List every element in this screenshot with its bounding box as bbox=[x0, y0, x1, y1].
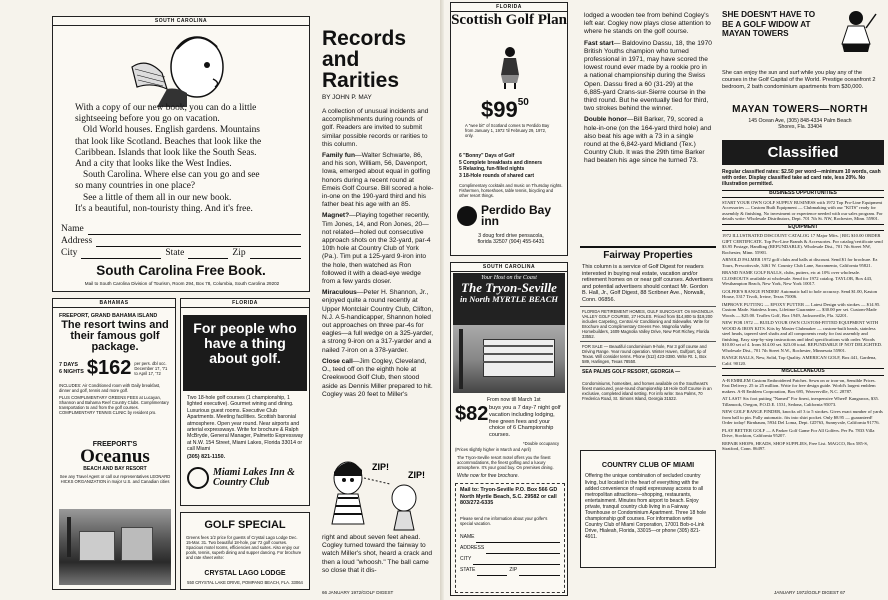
golf-special-ad bbox=[180, 512, 310, 590]
brand-subtitle: BEACH AND BAY RESORT bbox=[83, 466, 147, 472]
classified-listing: AT LAST! Six foot putting "Named" For finest, inexpensive Wheel! Kangaroos, $35. Tillamook, Oregon, P.O.D.E. 1531, Sedona, California 95073. bbox=[722, 396, 879, 407]
coupon-state-label: STATE bbox=[460, 567, 476, 573]
address-field-line[interactable] bbox=[96, 235, 301, 247]
includes-text: INCLUDES: Air Conditioned room with Daily breakfast, dinner and golf, tennis and more golf. bbox=[59, 383, 161, 393]
ad-title: GOLF SPECIAL bbox=[204, 519, 286, 531]
ad-title: Scottish Golf Plan bbox=[451, 12, 567, 28]
fairway-properties-section bbox=[580, 246, 716, 442]
brand-logo: Oceanus bbox=[80, 446, 150, 467]
page-footer: 66 JANUARY 1972/GOLF DIGEST bbox=[322, 590, 394, 595]
form-city-label: City bbox=[61, 248, 78, 258]
section-header: BAHAMAS bbox=[53, 299, 175, 308]
classified-listing: GOLFER'S RANGE FINDER! Automatic ball to hole accuracy. Send $1.00, Kaston House, 5317 Tivoli, Irvine, Texas 75006. bbox=[722, 288, 878, 299]
byline: BY JOHN P. MAY bbox=[322, 94, 372, 101]
listing: Condominiums, homesites, and homes available on the Southeast's finest manicured, year-round championship 18 Hole Golf Course in an exclusive, completed island setting. For info write: Sea Palms, 70 Frederica Road, St. Simons Island, Georgia 31522. bbox=[582, 380, 712, 401]
coupon-name-field[interactable] bbox=[476, 532, 560, 543]
nights-label: 6 NIGHTS bbox=[59, 368, 84, 375]
title-panel bbox=[453, 273, 565, 325]
coupon-address-field[interactable] bbox=[486, 543, 560, 554]
ad-body-line: South Carolina. Where else can you go and see bbox=[83, 170, 260, 181]
title-line: Records bbox=[322, 27, 407, 50]
perdido-bay-logo-icon bbox=[457, 206, 477, 226]
left-page bbox=[0, 0, 440, 600]
paragraph-head: Close call bbox=[322, 357, 353, 365]
article-paragraph: right and about seven feet ahead. Cogley turned toward the fairway to watch Miller's shot, heard a crack and then a loud "whoosh." The ball came so close that it dis- bbox=[322, 534, 433, 574]
package-item: 5 Complete breakfasts and dinners bbox=[459, 159, 543, 166]
paragraph-head: Fast start bbox=[584, 39, 614, 47]
ad-body-line: See a little of them all in our new book. bbox=[83, 192, 232, 203]
coupon-state-field[interactable] bbox=[477, 565, 507, 576]
name-field-line[interactable] bbox=[88, 223, 301, 235]
ad-body-line: that look like Scotland. Beaches that look like the bbox=[75, 136, 262, 147]
listing-title: SEA PALMS GOLF RESORT, GEORGIA — bbox=[582, 368, 681, 375]
right-page bbox=[444, 0, 888, 600]
note: Complimentary cocktails and music on Thursday nights. Fishermen, horseshoes, table tennis, bicycling and other resort things. bbox=[459, 183, 563, 198]
article-paragraph: Family fun—Walter Schwarte, 86, and his son, William, 56, Davenport, Iowa, emerged about equal in golfing honors during a recent round at Emeis Golf Course. Bill scored a hole-in-one on the 190-yard third and his father beat his age with an 85. bbox=[322, 152, 434, 209]
paragraph-head: Magnet? bbox=[322, 212, 350, 220]
section-header: SOUTH CAROLINA bbox=[53, 17, 309, 26]
lodge-address: 550 CRYSTAL LAKE DRIVE, POMPANO BEACH, FLA. 33064 bbox=[187, 580, 303, 585]
golfer-cartoon-illustration bbox=[318, 448, 436, 532]
ad-body: The Tryon-Seville resort motel offers you the finest accommodations, the finest golfing and a luxury atmosphere. It's your good buy. On premises dining. bbox=[457, 455, 554, 470]
ad-body-line: Caribbean. Islands that look like the South Seas. bbox=[75, 147, 257, 158]
brand: Perdido Bay inn bbox=[481, 203, 552, 228]
write-now: Write now for free brochure. bbox=[457, 473, 519, 479]
article-paragraph: Double honor—Bill Barker, 79, scored a hole-in-one (on the 164-yard third hole) and also beat his age with a 73 in a single round at the 6,842-yard Midland (Tex.) Country Club. It was the 29th time Barker had beaten his age since he turned 73. bbox=[584, 116, 712, 165]
hotel-photo bbox=[453, 325, 565, 393]
category-header: EQUIPMENT bbox=[722, 224, 884, 232]
section-header: FLORIDA bbox=[181, 299, 309, 308]
listing: FOR SALE — Beautiful condominium 9-hole, Par 3 golf course and Driving Range. Year round operation. Winter Haven, Gulfport, tip of Texas. Will consider terms. Phone (512) 423-3380. Write Rt. 1, Box 589, Harlingen, Texas 78550. bbox=[582, 343, 707, 364]
tryon-seville-ad bbox=[450, 262, 568, 596]
mail-to: Mail to: Tryon-Seville P.O. Box 566 GD North Myrtle Beach, S.C. 29582 or call 803/272-6335 bbox=[460, 487, 558, 507]
ad-body-line: With a copy of our new book, you can do a little bbox=[75, 103, 257, 113]
ad-body-line: Old World houses. English gardens. Mountains bbox=[83, 125, 260, 136]
location-line: FREEPORT, GRAND BAHAMA ISLAND bbox=[59, 313, 158, 319]
classified-listing: A-B EMBLEM Custom Embroidered Patches. Sewn on or iron-on, Sensible Prices. Fast Delivery. 25 to 25 million. Write for free design guide. World's largest emblem makers. A-B Emblem Corporation, Box 695, Weaverville, N.C. 28787. bbox=[722, 377, 876, 394]
headline-panel bbox=[183, 315, 307, 391]
south-carolina-ad bbox=[52, 16, 310, 292]
classified-listing: IMPROVE PUTTING — EPOXY PUTTER — Latest Design with strokes — $14.95. Custom Made. Stainless Irons, Lifetime Guarantee — $30.00 per set. Custom-Made Woods — $25.00. Truflex Golf, Box 1949, Jacksonville, Fla. 32201. bbox=[722, 301, 881, 318]
cartoon-sound-effect: ZIP! bbox=[408, 470, 425, 480]
ad-body: Greens fees 1/2 price for guests of Crystal Lago Lodge Dec. 15-Mar. 31. Two beautiful 18-hole, par 72 golf courses. Spacious motel rooms, efficiencies and suites. Also enjoy our pools, tennis, superb dining and supper dancing. For brochure and rate sheet write: bbox=[186, 535, 302, 560]
classified-listing: START YOUR OWN GOLF SUPPLY BUSINESS with 1972 Top Pro-Line Equipment Accessories — Custom Built Equipment — Clubmaking with our "KITS" ready for assembly & finishing. No investment or experience needed with our sales program. For details write: Wholesale Distributors, Dept. 701 7th St. NW, Rochester, Minn. 55901. bbox=[722, 199, 883, 221]
page-footer: JANUARY 1972/GOLF DIGEST 67 bbox=[774, 590, 846, 595]
section-header: FLORIDA bbox=[451, 3, 567, 12]
article-paragraph: Magnet?—Playing together recently, Tim Jones, 14, and Ron Jones, 20—not related—holed out consecutive approach shots on the 32-yard, par-4 10th hole at Country Club of York (Pa.). Tim put a 125-yard 9-iron into the hole, then watched as Ron followed it with a dead-eye wedge from a few yards closer. bbox=[322, 212, 431, 286]
coupon bbox=[455, 483, 565, 593]
ad-body-line: sightseeing before you go on vacation. bbox=[75, 114, 220, 125]
ad-headline: SHE DOESN'T HAVE TO BE A GOLF WIDOW AT MAYAN TOWERS bbox=[722, 10, 816, 39]
classified-listing: NEW GOLF RANGE FINDER, knocks off 3 to 5 strokes. Gives exact number of yards from ball to pin. Fully automatic. fits into shirt pocket. Only $8.95 — guaranteed! Order today! Birnbaum, 5934 Del Loma, Dept. GD763, Sunnyvale, California 91776. bbox=[722, 409, 883, 425]
bahamas-ad bbox=[52, 298, 176, 590]
coupon-city-field[interactable] bbox=[473, 554, 560, 565]
ad-title: COUNTRY CLUB OF MIAMI bbox=[601, 460, 695, 469]
brand-logo: MAYAN TOWERS—NORTH bbox=[732, 104, 868, 115]
phone: (305) 821-1150. bbox=[187, 454, 226, 460]
price-cents: 50 bbox=[517, 97, 529, 108]
rates-text: Regular classified rates: $2.50 per word—minimum 10 words, cash with order. Display classified take ad card rate, less 20%. No illustration permitted. bbox=[722, 169, 881, 187]
ad-body-line: It's a beautiful, non-touristy thing. And it's free. bbox=[75, 203, 253, 214]
category-header: MISCELLANEOUS bbox=[722, 368, 884, 376]
price-text: buys you a 7 day-7 night golf vacation including lodging, free green fees and your choice of 6 Championship courses. bbox=[489, 405, 561, 439]
classified-listing: RANGE BALLS, New, Solid, Top Quality. AMERICAN GOLF, Box 441, Gardena, Calif. 90120. bbox=[722, 355, 877, 366]
price-note: per pers. dbl occ. December 17, '71 to April 17, '72 bbox=[134, 361, 168, 376]
resort-photo bbox=[59, 509, 171, 585]
section-title: Fairway Properties bbox=[603, 250, 693, 261]
from-text: From now till March 1st bbox=[487, 397, 541, 403]
mail-to-address: Mail to South Carolina Division of Tourism, Room 294, Box 78, Columbia, South Carolina 29202 bbox=[84, 281, 280, 286]
occupancy-note: *Double occupancy bbox=[523, 441, 560, 446]
florida-miami-lakes-ad bbox=[180, 298, 310, 506]
form-zip-label: Zip bbox=[232, 248, 246, 258]
price: $82 bbox=[455, 403, 489, 425]
mayan-towers-ad bbox=[722, 8, 882, 136]
classified-listing: BRAND NAME GOLF BALLS, clubs, putters, etc at 10% over wholesale. CLOSEOUTS available at wholesale. Send for 1972 catalog. TAYLOR, Box 443, Westhampton Beach, New York, New York 10017. bbox=[722, 270, 873, 286]
classified-listing: REPAIR SHOPS, HEADS, SHOP SUPPLIES, Free List. MAGCO, Box 585-S, Stratford, Conn. 06497. bbox=[722, 440, 869, 451]
agent-text: See any Travel Agent or call our representatives LEONARD HICKS ORGANIZATION in major U.S. and Canadian cities bbox=[59, 474, 171, 484]
coupon-zip-label: ZIP bbox=[509, 567, 518, 573]
woman-golfer-illustration bbox=[830, 8, 878, 54]
section-header: SOUTH CAROLINA bbox=[451, 263, 567, 272]
price-note: A "wee bit" of Scotland comes to Perdido Bay from January 1, 1972 'til February 29, 1972, only. bbox=[465, 123, 550, 138]
form-name-label: Name bbox=[61, 224, 84, 234]
form-address-label: Address bbox=[61, 236, 93, 246]
paragraph-head: Family fun bbox=[322, 152, 355, 160]
city-field-line[interactable] bbox=[81, 247, 161, 259]
form-state-label: State bbox=[165, 248, 185, 258]
ad-subtitle: in North MYRTLE BEACH bbox=[459, 294, 558, 304]
ad-title: The Tryon-Seville bbox=[461, 280, 557, 295]
article-paragraph: Close call—Jim Cogley, Cleveland, O., teed off on the eighth hole at Creekwood Golf Club, then stood aside as Dennis Miller prepared to hit. Cogley was 20 feet to Miller's bbox=[322, 357, 433, 398]
intro-paragraph: A collection of unusual incidents and accomplishments during rounds of golf. Readers are invited to submit similar possible records or rarities to this column. bbox=[322, 108, 429, 148]
state-field-line[interactable] bbox=[188, 247, 228, 259]
ad-body: Offering the unique combination of secluded country living, but located in the heart of everything with the added convenience of rapid expressway access to all metropolitan attractions—shopping, restaurants, entertainment. Minutes from airport to beach. Enjoy private, tranquil country club living in a Fairway Townhouse or Condominium Apartment. Three 18 hole championship golf courses. For information write Country Club of Miami Corporation, 17001 Bob-o-Link Drive, Hialeah, Florida, 33015—or phone (305) 821-4911. bbox=[585, 473, 707, 541]
brand-prefix: FREEPORT'S bbox=[92, 441, 138, 448]
paragraph-head: Miraculous bbox=[322, 289, 357, 297]
zip-field-line[interactable] bbox=[250, 247, 301, 259]
classified-listing: NEW FOR 1972 — BUILD YOUR OWN CUSTOM-FITTED EQUIPMENT WITH WOOD & IRON KITS. Kits by Master Clubmaker — custom-built heads, stainless steel heads, tapered steel shafts and all components ready for fast assembly and finishing. Easy step-by-step instructions and ideal specifications with order. Woods $10.00 set of 4. Irons $14.00 set. $23.00 total. REFUNDABLE IF NOT DELIGHTED. Wholesale Dist., 701 7th Street N.W., Rochester, Minnesota 55901. bbox=[722, 320, 883, 353]
cartoon-sound-effect: ZIP! bbox=[372, 462, 389, 472]
ad-headline: South Carolina Free Book. bbox=[96, 263, 266, 278]
title-line: and bbox=[322, 48, 360, 71]
package-item: 3 18-Hole rounds of shared cart bbox=[459, 172, 535, 179]
package-item: 6 "Bonny" Days of Golf bbox=[459, 153, 515, 159]
please-send: Please send me information about your golfer's special vacation. bbox=[460, 516, 548, 526]
miami-lakes-logo-icon bbox=[187, 467, 209, 489]
title-line: Rarities bbox=[322, 69, 400, 92]
coupon-name-label: NAME bbox=[460, 534, 475, 540]
days-label: 7 DAYS bbox=[59, 361, 78, 368]
address: 3 doug ford drive pensacola, florida 32507 (904) 455-6431 bbox=[477, 233, 545, 246]
ad-body-line: so many countries in one place? bbox=[75, 181, 196, 192]
coupon-zip-field[interactable] bbox=[519, 565, 560, 576]
article-paragraph: lodged a wooden tee from behind Cogley's left ear. Cogley now plays close attention to where he stands on the golf course. bbox=[584, 12, 711, 36]
ad-headline: For people who have a thing about golf. bbox=[193, 320, 297, 366]
price: $99 bbox=[481, 97, 518, 122]
ad-body-line: And a city that looks like the West Indies. bbox=[75, 159, 232, 170]
ad-body: Two 18-hole golf courses (1 championship, 1 lighted executive). Gourmet wining and dining. Luxurious guest rooms. Executive Club Apartments. Meeting facilities. Scottish baronial atmosphere. Open year round. Near airports and arterial expressways. Write for brochure & Ralph McBryde, General Manager, Palmetto Expressway at N.W. 154 Street, Miami Lakes, Florida 33014 or call Miami bbox=[187, 395, 304, 453]
country-club-of-miami-ad bbox=[580, 450, 716, 568]
classified-title: Classified bbox=[722, 140, 884, 165]
prices-note: (Prices slightly higher in March and April) bbox=[455, 447, 531, 452]
category-header: BUSINESS OPPORTUNITIES bbox=[722, 190, 884, 198]
classified-listing: 1972 ILLUSTRATED DISCOUNT CATALOG 17 Major Mfrs. | BIG $10.00 ORDER GIFT CERTIFICATE. Top Pro-Line Brands & Accessories. For catalog/certificate send $3.95 Postage, Handling (REFUNDABLE). Wholesale Dist., 701 7th Street NW, Rochester, Minn. 55901. bbox=[722, 233, 883, 255]
coupon-city-label: CITY bbox=[460, 556, 472, 562]
section-intro: This column is a service of Golf Digest for readers interested in buying real estate, vacation and/or retirement homes on or near golf courses. Advertisers and potential advertisers should contact Mr. Gordon B. Hall, Jr., Golf Digest, 88 Scribner Ave., Norwalk, Conn. 06856. bbox=[582, 264, 713, 303]
address: 145 Ocean Ave, (305) 848-4334 Palm Beach Shores, Fla. 33404 bbox=[748, 118, 852, 131]
listing: FLORIDA RETIREMENT HOMES, GULF SUNCOAST. On MAGNOLIA VALLEY GOLF COURSE, 27 HOLES. Priced from $14,800 to $19,200 includes Carpeting, Central Air Conditioning and Sidewalks. Write for Brochure and Complimentary Greens Fee. Magnolia Valley Homebuilders, 1609 Magnolia Valley Drive, New Port Richey, Florida 33552. bbox=[582, 308, 714, 339]
classified-listing: PLAY BETTER GOLF — A Parker Golf Game For All Golfers. Per Pa. 7833 Villa Drive, Stockton, California 95207. bbox=[722, 427, 875, 438]
ad-headline: The resort twins and their famous golf package. bbox=[61, 319, 169, 353]
classified-listing: ARNOLD PALMER 1972 golf clubs and balls at discount. Send $1 for brochure. Ez Tours, Prescottsvale, 3461 W. Country Club Lane, Sacramento, California 95821. bbox=[722, 257, 878, 268]
plus-text: PLUS COMPLIMENTARY GREENS FEES at Lucayan, Shannon and Bahama Reef Country Clubs. Complimentary transportation to and from the golf courses. COMPLIMENTARY TENNIS CLINIC by resident pro. bbox=[59, 395, 169, 415]
package-item: 5 Relaxing, fun-filled nights bbox=[459, 166, 525, 173]
coupon-address-label: ADDRESS bbox=[460, 545, 485, 551]
lodge-name: CRYSTAL LAGO LODGE bbox=[204, 570, 286, 577]
article-title bbox=[322, 28, 406, 91]
article-paragraph: Miraculous—Peter H. Shannon, Jr., enjoyed quite a round recently at Upper Montclair Country Club, Clifton, N.J. A 5-handicapper, Shannon holed out approaches on three par-4s for eagles—a full wedge on a 325-yarder, a strong 9-iron on a 317-yarder and a nailed 7-iron on a 378-yarder. bbox=[322, 289, 434, 354]
scottish-golfer-illustration bbox=[495, 45, 525, 89]
price: $162 bbox=[86, 357, 132, 379]
article-paragraph: Fast start— Baldovino Dassu, 18, the 1970 British Youths champion who turned professional in 1971, may have scored the lowest round ever made by a rookie pro in a national championship during the Swiss Open. Dassu fired a 60 (31-29) at the 6,885-yard Crans-sur-Sierre course in the third round. But he eventually tied for third, two strokes behind the winner. bbox=[584, 39, 712, 113]
ad-body: She can enjoy the sun and surf while you play any of the courses in the Golf Capital of the World. Prestige oceanfront 2 bedroom, 2 bath condominium apartments from $30,000. bbox=[722, 70, 876, 90]
man-reading-book-illustration bbox=[117, 27, 247, 107]
paragraph-head: Double honor bbox=[584, 116, 627, 124]
brand: Miami Lakes Inn & Country Club bbox=[213, 467, 295, 488]
subtitle: Your Host on the Coast bbox=[481, 275, 537, 281]
perdido-bay-ad bbox=[450, 2, 568, 256]
classified-section bbox=[722, 140, 884, 596]
